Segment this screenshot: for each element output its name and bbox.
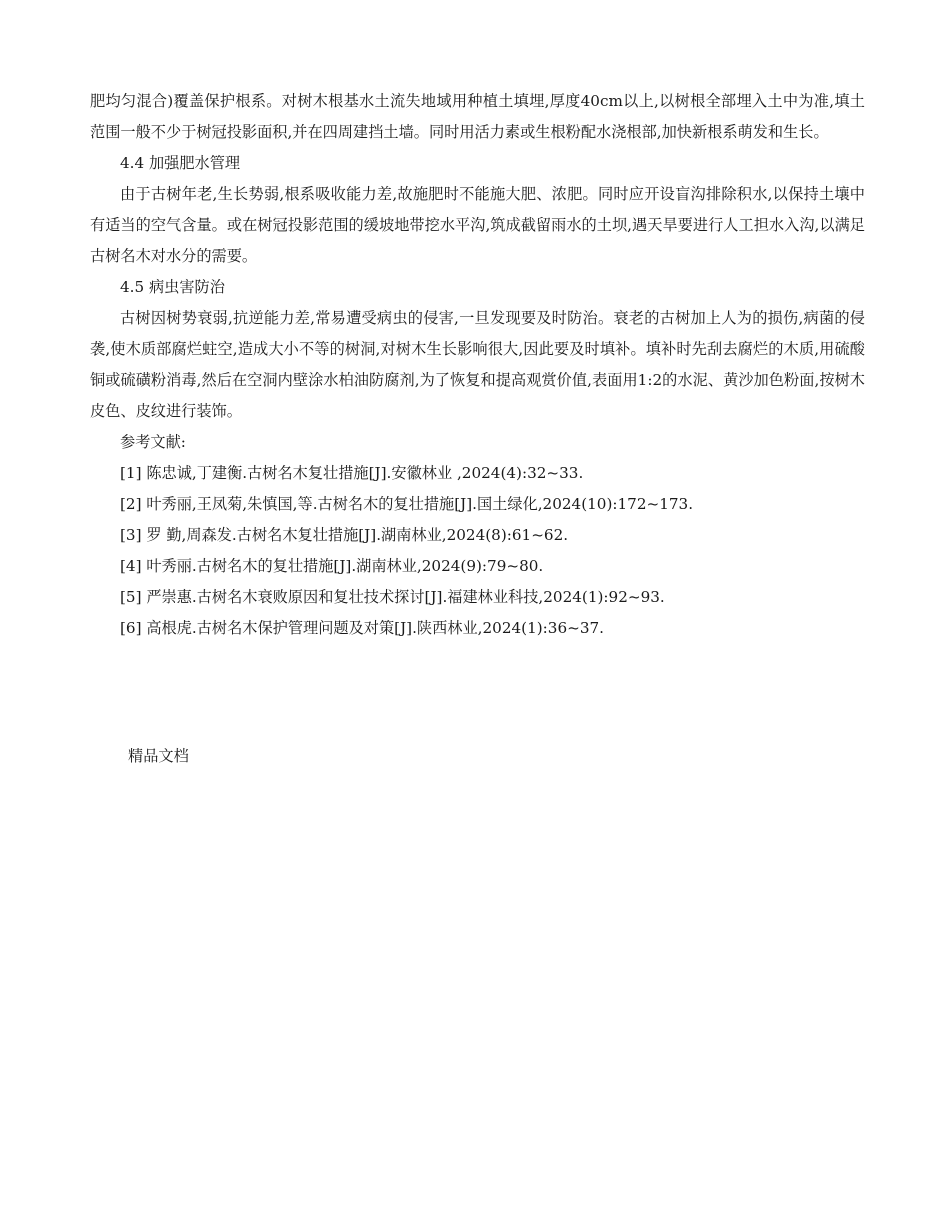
reference-item: [6] 高根虎.古树名木保护管理问题及对策[J].陕西林业,2024(1):36~37. <box>120 619 604 637</box>
reference-item: [3] 罗 勤,周森发.古树名木复壮措施[J].湖南林业,2024(8):61~62. <box>120 526 569 544</box>
section-body-4-4: 由于古树年老,生长势弱,根系吸收能力差,故施肥时不能施大肥、浓肥。同时应开设盲沟排除积水,以保持土壤中有适当的空气含量。或在树冠投影范围的缓坡地带挖水平沟,筑成截留雨水的土坝,遇天旱要进行人工担水入沟,以满足古树名木对水分的需要。 <box>90 185 865 265</box>
footer-label: 精品文档 <box>128 747 189 765</box>
section-heading-4-4: 4.4 加强肥水管理 <box>120 154 241 172</box>
references-list <box>90 458 865 644</box>
section-body-4-5: 古树因树势衰弱,抗逆能力差,常易遭受病虫的侵害,一旦发现要及时防治。衰老的古树加上人为的损伤,病菌的侵袭,使木质部腐烂蛀空,造成大小不等的树洞,对树木生长影响很大,因此要及时填补。填补时先刮去腐烂的木质,用硫酸铜或硫磺粉消毒,然后在空洞内壁涂水柏油防腐剂,为了恢复和提高观赏价值,表面用1:2的水泥、黄沙加色粉面,按树木皮色、皮纹进行装饰。 <box>90 309 865 420</box>
continuation-paragraph: 肥均匀混合)覆盖保护根系。对树木根基水土流失地域用种植土填埋,厚度40cm以上,以树根全部埋入土中为准,填土范围一般不少于树冠投影面积,并在四周建挡土墙。同时用活力素或生根粉配水浇根部,加快新根系萌发和生长。 <box>90 92 865 141</box>
section-heading-4-5: 4.5 病虫害防治 <box>120 278 225 296</box>
reference-item: [1] 陈忠诚,丁建衡.古树名木复壮措施[J].安徽林业 ,2024(4):32~33. <box>120 464 584 482</box>
reference-item: [4] 叶秀丽.古树名木的复壮措施[J].湖南林业,2024(9):79~80. <box>120 557 544 575</box>
references-title: 参考文献: <box>120 433 186 451</box>
reference-item: [2] 叶秀丽,王凤菊,朱慎国,等.古树名木的复壮措施[J].国土绿化,2024(10):172~173. <box>120 495 694 513</box>
reference-item: [5] 严崇惠.古树名木衰败原因和复壮技术探讨[J].福建林业科技,2024(1):92~93. <box>120 588 665 606</box>
document-body <box>90 86 865 644</box>
